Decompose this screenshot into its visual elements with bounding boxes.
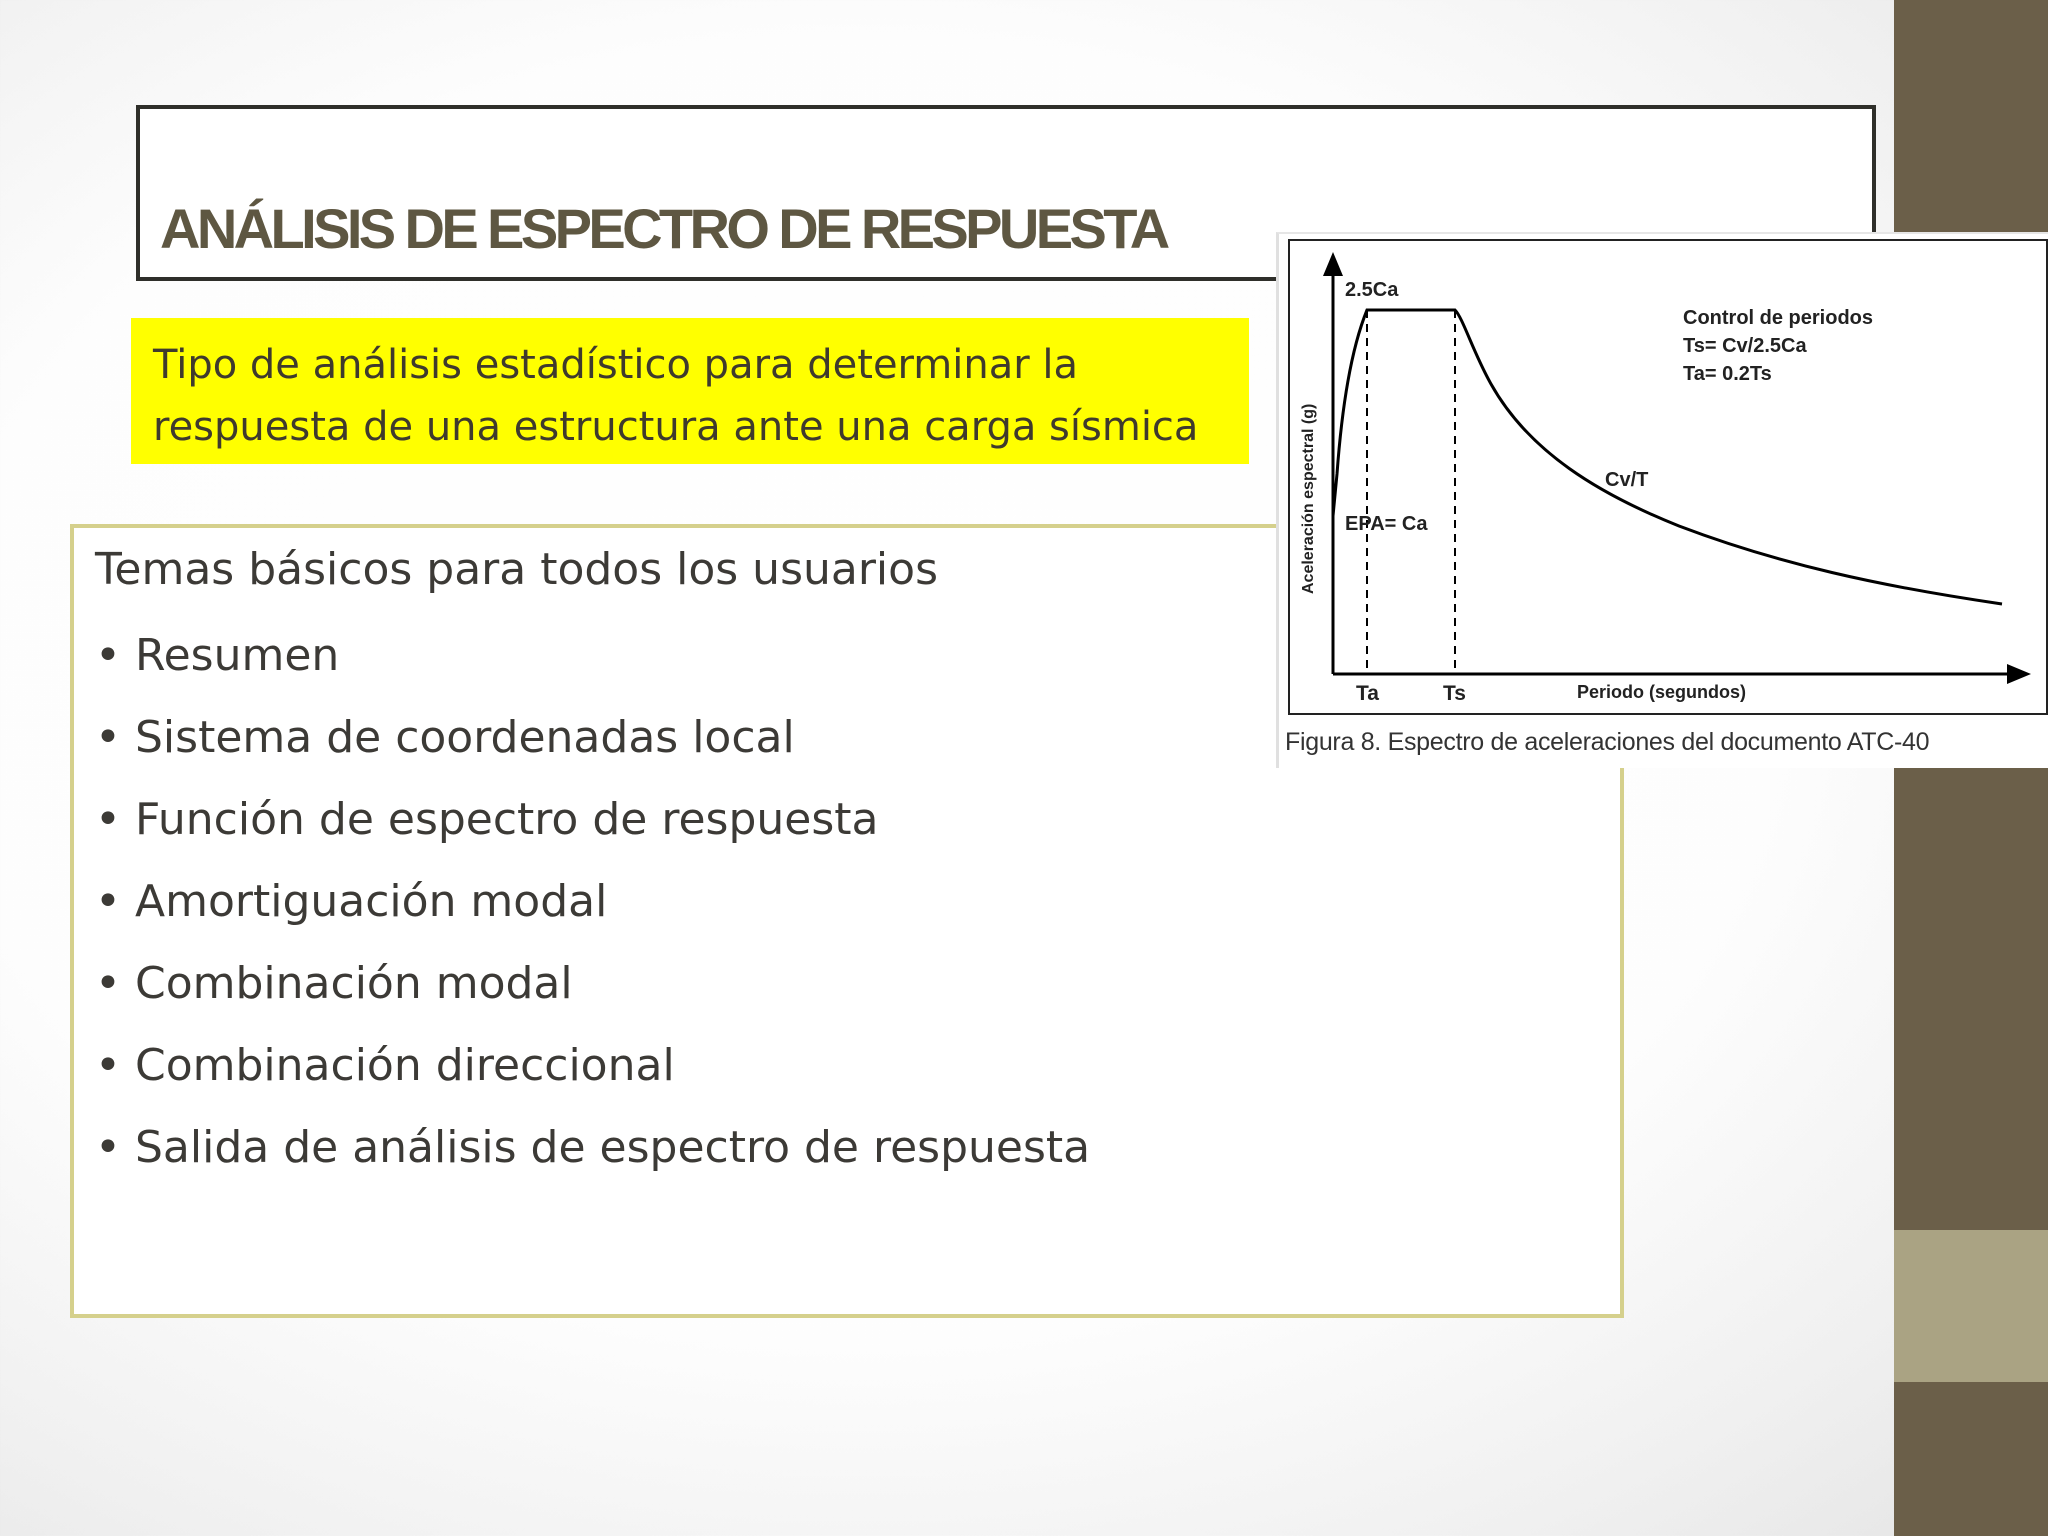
list-item-label: Combinación direccional [135, 1040, 675, 1091]
list-item [95, 708, 1090, 790]
list-item [95, 790, 1090, 872]
slide-title: ANÁLISIS DE ESPECTRO DE RESPUESTA [160, 197, 1167, 260]
bullet: • [95, 1040, 121, 1091]
bullet: • [95, 712, 121, 763]
control-line-1: Ts= Cv/2.5Ca [1683, 335, 1807, 357]
list-item-label: Resumen [135, 630, 340, 681]
decorative-band-bottom [1894, 1382, 2048, 1536]
bullet: • [95, 1122, 121, 1173]
bullet: • [95, 958, 121, 1009]
control-title: Control de periodos [1683, 307, 1873, 329]
list-item [95, 626, 1090, 708]
epa-label: EPA= Ca [1345, 513, 1428, 535]
list-item-label: Amortiguación modal [135, 876, 608, 927]
definition-box [131, 318, 1249, 464]
decorative-band-middle [1894, 1230, 2048, 1382]
list-item [95, 954, 1090, 1036]
bullet: • [95, 630, 121, 681]
list-item-label: Función de espectro de respuesta [135, 794, 879, 845]
definition-line-1: Tipo de análisis estadístico para determinar la [153, 342, 1079, 388]
bullet: • [95, 876, 121, 927]
list-item [95, 1036, 1090, 1118]
x-axis-arrow [2007, 664, 2031, 684]
list-item [95, 1118, 1090, 1200]
peak-label: 2.5Ca [1345, 279, 1399, 301]
spectrum-diagram [1279, 234, 2048, 724]
topics-list [95, 626, 1090, 1200]
spectrum-curve [1333, 310, 2002, 604]
ts-label: Ts [1443, 682, 1466, 705]
figure-caption: Figura 8. Espectro de aceleraciones del documento ATC-40 [1285, 728, 1930, 756]
control-line-2: Ta= 0.2Ts [1683, 363, 1772, 385]
bullet: • [95, 794, 121, 845]
x-axis-label: Periodo (segundos) [1577, 682, 1747, 702]
definition-line-2: respuesta de una estructura ante una carga sísmica [153, 404, 1199, 450]
ta-label: Ta [1356, 682, 1379, 705]
list-item [95, 872, 1090, 954]
decay-label: Cv/T [1605, 469, 1649, 491]
list-item-label: Salida de análisis de espectro de respuesta [135, 1122, 1091, 1173]
list-item-label: Combinación modal [135, 958, 573, 1009]
spectrum-figure [1276, 232, 2048, 768]
y-axis-arrow [1323, 252, 1343, 276]
list-item-label: Sistema de coordenadas local [135, 712, 795, 763]
y-axis-label: Aceleración espectral (g) [1300, 403, 1317, 594]
topics-heading: Temas básicos para todos los usuarios [95, 544, 939, 595]
